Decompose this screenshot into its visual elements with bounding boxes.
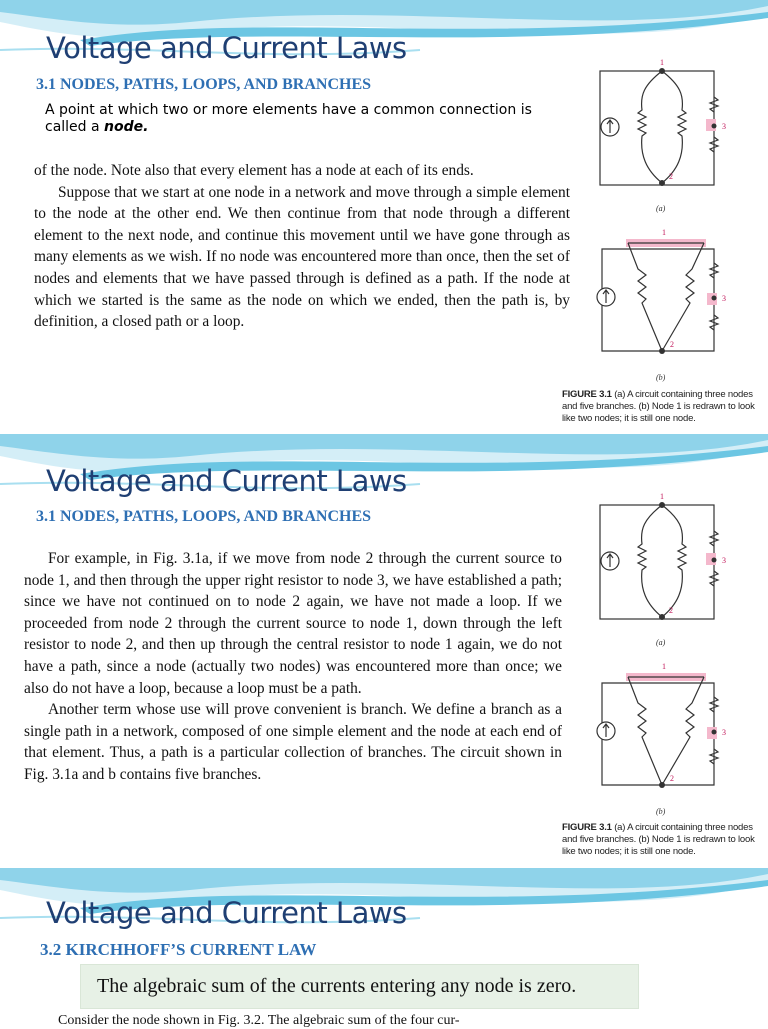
circuit-figure-b bbox=[590, 659, 740, 821]
circuit-figure-a bbox=[590, 489, 735, 654]
subfigure-b-label: (b) bbox=[656, 807, 666, 816]
node-definition bbox=[45, 102, 575, 136]
slide-title: Voltage and Current Laws bbox=[46, 31, 407, 65]
node-label-1: 1 bbox=[662, 228, 666, 237]
subfigure-a-label: (a) bbox=[656, 204, 666, 213]
definition-line-2: called a bbox=[45, 119, 105, 135]
node-label-3: 3 bbox=[722, 122, 726, 131]
subfigure-b-label: (b) bbox=[656, 373, 666, 382]
caption-label: FIGURE 3.1 bbox=[562, 389, 612, 400]
section-heading: 3.1 NODES, PATHS, LOOPS, AND BRANCHES bbox=[36, 76, 372, 93]
node-label-3: 3 bbox=[722, 294, 726, 303]
node-label-3: 3 bbox=[722, 728, 726, 737]
node-label-2: 2 bbox=[670, 340, 674, 349]
slide-1 bbox=[0, 0, 768, 432]
node-label-1: 1 bbox=[660, 492, 664, 501]
circuit-figure-a bbox=[590, 55, 735, 220]
node-label-1: 1 bbox=[662, 662, 666, 671]
node-label-2: 2 bbox=[669, 606, 673, 615]
book-paragraph: Another term whose use will prove convenient is branch. We define a branch as a single path in a network, composed of one simple element and the node at each end of that element. Thus, a path is a particular collection of branches. The circuit shown in Fig. 3.1a and b contains five branches. bbox=[24, 701, 562, 783]
subfigure-a-label: (a) bbox=[656, 638, 666, 647]
circuit-figure-b bbox=[590, 225, 740, 387]
section-heading: 3.1 NODES, PATHS, LOOPS, AND BRANCHES bbox=[36, 508, 372, 525]
definition-line-1: A point at which two or more elements have a common connection is bbox=[45, 102, 532, 118]
book-paragraph: of the node. Note also that every element has a node at each of its ends. bbox=[34, 162, 474, 179]
slide-2 bbox=[0, 434, 768, 866]
partial-text-line: Consider the node shown in Fig. 3.2. The algebraic sum of the four cur- bbox=[58, 1013, 460, 1028]
kcl-statement-box bbox=[80, 964, 639, 1009]
figure-caption bbox=[562, 822, 768, 858]
node-label-3: 3 bbox=[722, 556, 726, 565]
section-heading: 3.2 KIRCHHOFF’S CURRENT LAW bbox=[40, 940, 317, 959]
figure-caption bbox=[562, 389, 768, 425]
kcl-statement: The algebraic sum of the currents entering any node is zero. bbox=[97, 975, 577, 997]
node-label-2: 2 bbox=[669, 172, 673, 181]
node-label-1: 1 bbox=[660, 58, 664, 67]
book-excerpt bbox=[24, 548, 562, 786]
caption-label: FIGURE 3.1 bbox=[562, 822, 612, 833]
book-paragraph: For example, in Fig. 3.1a, if we move from node 2 through the current source to node 1, and then through the upper right resistor to node 3, we have established a path; since we have not continued on to node 2 again, we have not made a loop. If we proceeded from node 2 through the current source to node 1, down through the left resistor to node 2, and then up through the central resistor to node 1 again, we do not have a path, since a node (actually two nodes) was encountered more than once; we also do not have a loop, because a loop must be a path. bbox=[24, 550, 562, 697]
book-paragraph: Suppose that we start at one node in a network and move through a simple element to the node at the other end. We then continue from that node through a different element to the next node, and continue this movement until we have gone through as many elements as we wish. If no node was encountered more than once, then the set of nodes and elements that we have passed through is defined as a path. If the node at which we started is the same as the node on which we ended, then the path is, by definition, a closed path or a loop. bbox=[34, 183, 570, 331]
slide-title: Voltage and Current Laws bbox=[46, 896, 407, 930]
book-excerpt bbox=[34, 160, 570, 333]
definition-term: node. bbox=[104, 119, 149, 135]
caption-text: (a) A circuit containing three nodes and five branches. (b) Node 1 is redrawn to look like two nodes; it is still one node. bbox=[562, 389, 755, 424]
caption-text: (a) A circuit containing three nodes and five branches. (b) Node 1 is redrawn to look like two nodes; it is still one node. bbox=[562, 822, 755, 857]
slide-title: Voltage and Current Laws bbox=[46, 464, 407, 498]
node-label-2: 2 bbox=[670, 774, 674, 783]
